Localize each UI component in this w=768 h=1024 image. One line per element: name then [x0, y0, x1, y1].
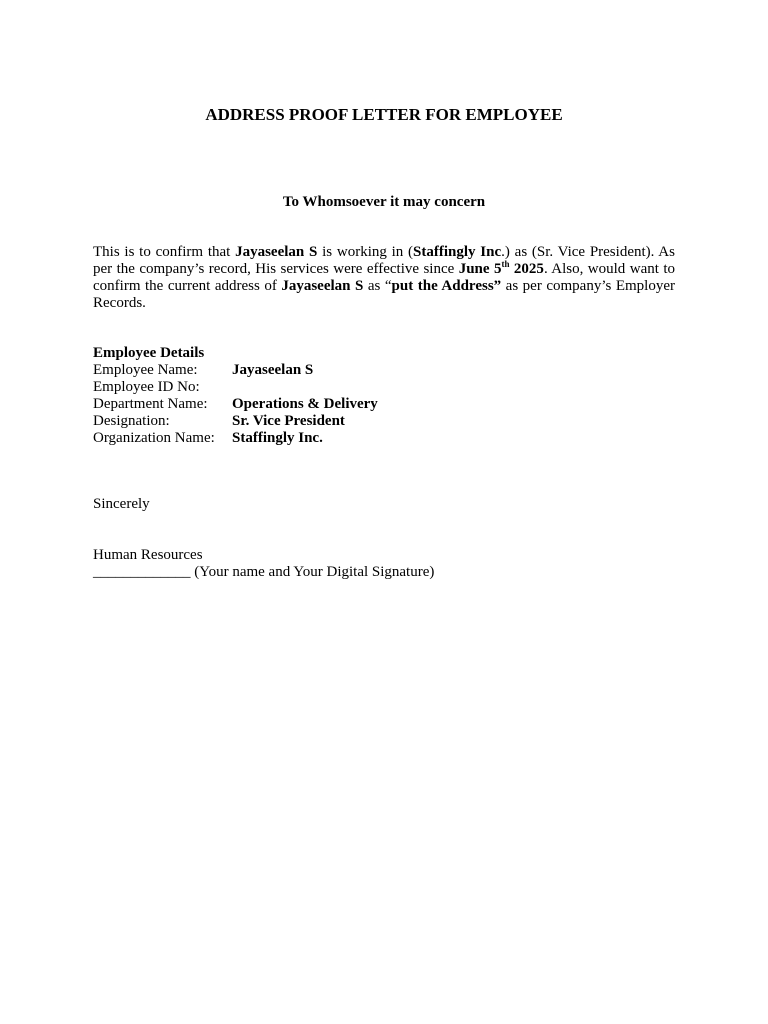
- detail-label: Employee Name:: [93, 362, 198, 378]
- detail-value: Staffingly Inc.: [232, 430, 323, 446]
- detail-row-designation: [93, 413, 675, 430]
- closing: Sincerely: [93, 496, 150, 512]
- para-effective-date: [459, 261, 544, 277]
- para-text-1: This is to confirm that: [93, 244, 236, 260]
- para-text-5: as “: [363, 278, 392, 294]
- para-employee-name-2: Jayaseelan S: [281, 278, 364, 294]
- signoff-department: Human Resources: [93, 547, 203, 563]
- detail-label: Department Name:: [93, 396, 208, 412]
- detail-label: Designation:: [93, 413, 170, 429]
- detail-row-department: [93, 396, 675, 413]
- detail-row-employee-name: [93, 362, 675, 379]
- detail-row-employee-id: [93, 379, 675, 396]
- detail-value: Operations & Delivery: [232, 396, 378, 412]
- detail-label: Employee ID No:: [93, 379, 200, 395]
- para-text-6: as per company’s Employer Records.: [93, 278, 675, 311]
- employee-details-heading: Employee Details: [93, 345, 205, 361]
- detail-row-organization: [93, 430, 675, 447]
- signoff-block: [93, 547, 434, 581]
- detail-value: Jayaseelan S: [232, 362, 314, 378]
- para-text-4: . Also, would want to confirm the current address of: [93, 261, 675, 294]
- detail-value: Sr. Vice President: [232, 413, 345, 429]
- para-text-2: is working in (: [317, 244, 414, 260]
- para-date-suffix: th: [501, 259, 510, 269]
- para-organization: Staffingly Inc: [413, 244, 502, 260]
- para-text-3: .) as (Sr. Vice President). As per the company’s record, His services were effective since: [93, 244, 675, 277]
- para-date-year: 2025: [509, 261, 544, 277]
- para-date-month-day: June 5: [458, 261, 502, 277]
- signature-line: _____________ (Your name and Your Digital Signature): [93, 564, 435, 580]
- para-employee-name: Jayaseelan S: [235, 244, 318, 260]
- employee-details: [93, 345, 675, 447]
- confirmation-paragraph: [93, 244, 675, 312]
- salutation: To Whomsoever it may concern: [282, 194, 486, 210]
- detail-label: Organization Name:: [93, 430, 215, 446]
- letter-title: ADDRESS PROOF LETTER FOR EMPLOYEE: [205, 105, 563, 124]
- para-address-placeholder: put the Address”: [391, 278, 502, 294]
